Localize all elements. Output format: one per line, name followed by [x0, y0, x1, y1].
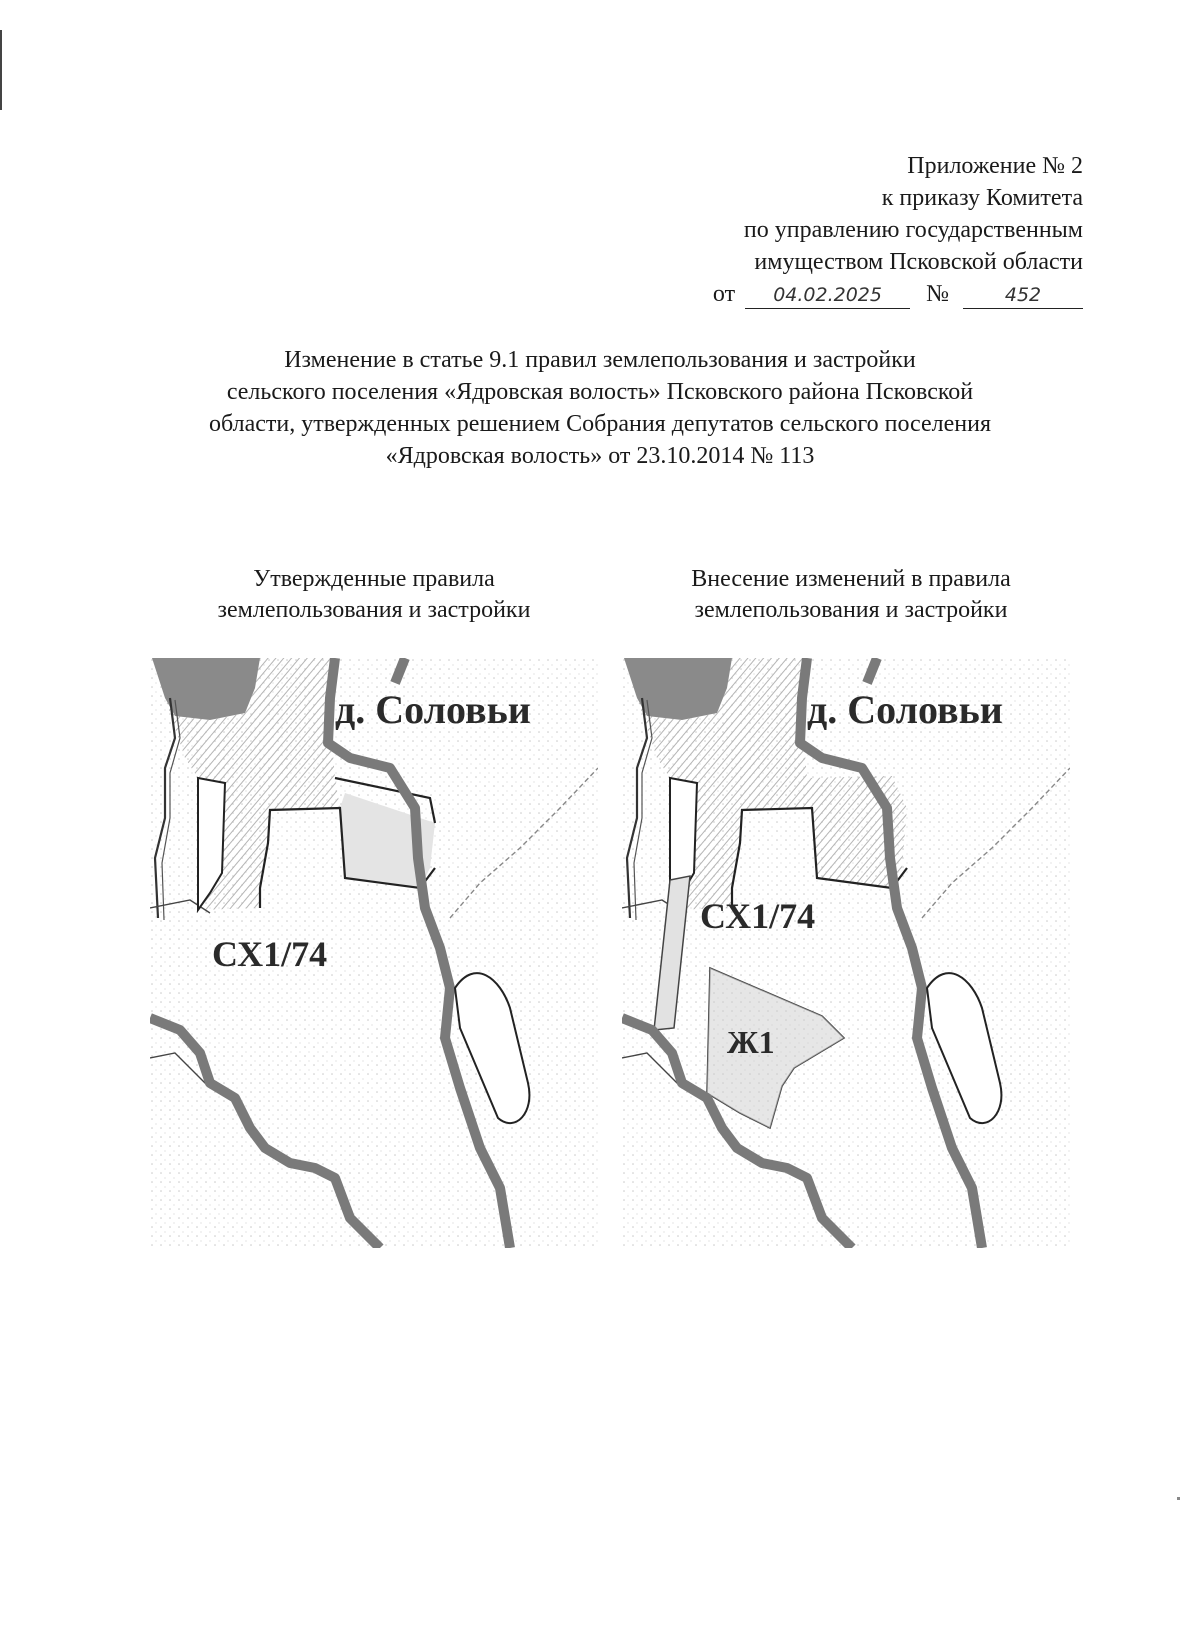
village-label: д. Соловьи [807, 687, 1003, 732]
appendix-number: Приложение № 2 [907, 153, 1083, 179]
zone-label: СХ1/74 [212, 934, 328, 974]
title-line: «Ядровская волость» от 23.10.2014 № 113 [385, 443, 815, 469]
order-number-label: № [926, 281, 949, 307]
order-from-label: от [712, 281, 736, 307]
right-map-caption [631, 564, 1071, 626]
title-line: области, утвержденных решением Собрания депутатов сельского поселения [208, 411, 991, 437]
new-zone-label: Ж1 [727, 1024, 775, 1060]
title-line: Изменение в статье 9.1 правил землепользования и застройки [284, 347, 916, 373]
caption-line: Утвержденные правила [253, 566, 495, 592]
zone-label: СХ1/74 [700, 896, 816, 936]
title-line: сельского поселения «Ядровская волость» Псковского района Псковской [226, 379, 974, 405]
scan-edge-mark [0, 30, 2, 110]
amended-rules-map [622, 658, 1070, 1248]
order-date-handwritten: 04.02.2025 [745, 282, 910, 309]
appendix-region: имуществом Псковской области [754, 249, 1083, 275]
appendix-committee: по управлению государственным [743, 217, 1083, 243]
caption-line: землепользования и застройки [694, 597, 1008, 623]
left-map-caption [154, 564, 594, 626]
village-label: д. Соловьи [335, 687, 531, 732]
order-date-number [713, 278, 1083, 310]
appendix-header [713, 150, 1083, 310]
scan-speck [1177, 1497, 1180, 1500]
appendix-order-ref: к приказу Комитета [881, 185, 1083, 211]
caption-line: землепользования и застройки [217, 597, 531, 623]
order-number-handwritten: 452 [963, 282, 1083, 309]
caption-line: Внесение изменений в правила [691, 566, 1011, 592]
document-title [120, 344, 1080, 472]
approved-rules-map [150, 658, 598, 1248]
